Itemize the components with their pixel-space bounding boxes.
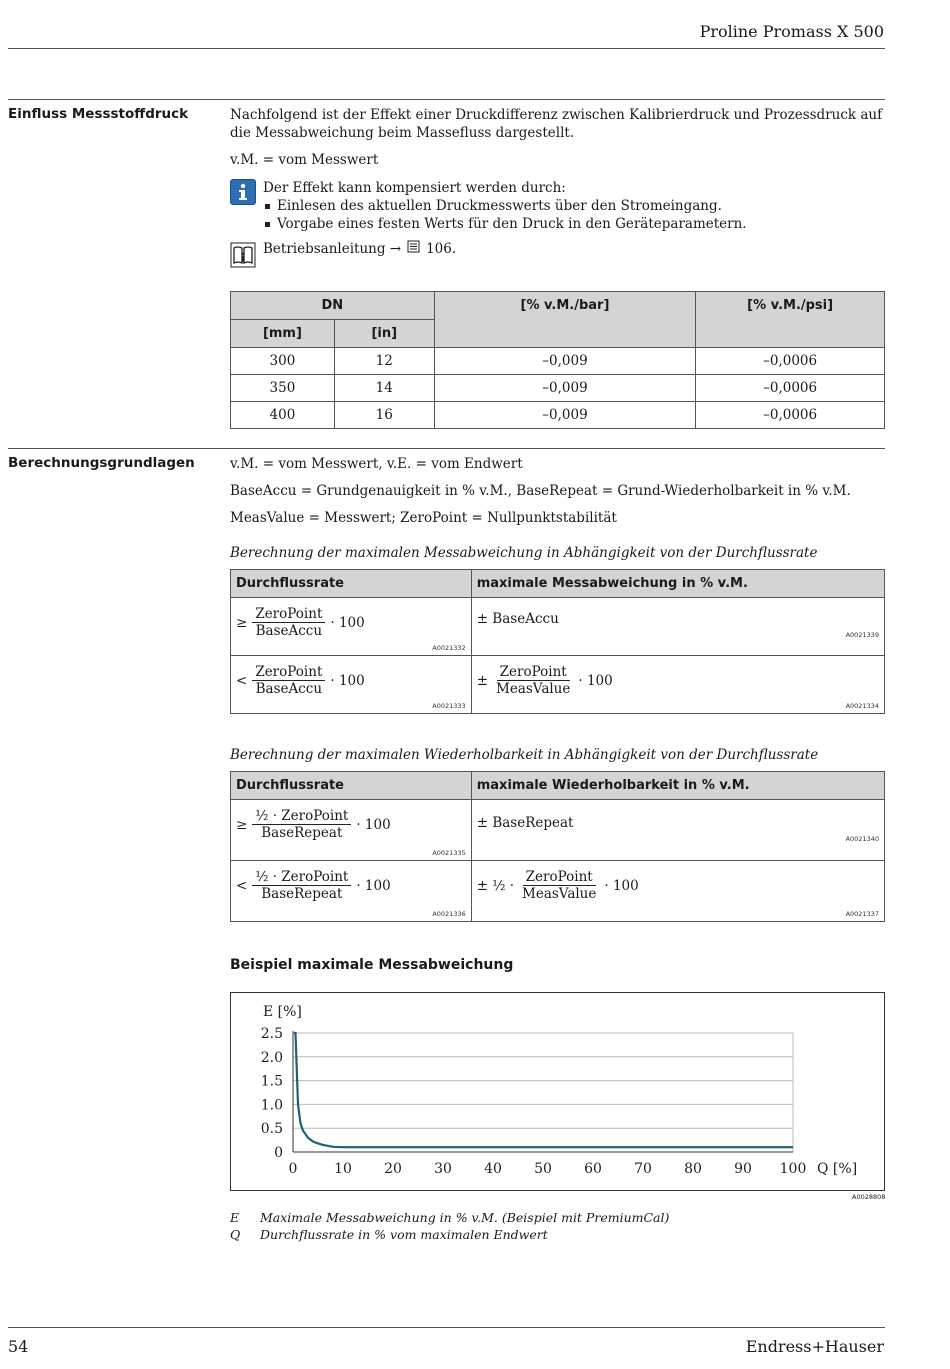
formula-cell bbox=[231, 861, 472, 922]
info-icon bbox=[230, 179, 256, 205]
cell-mm: 350 bbox=[231, 375, 335, 402]
footer-rule bbox=[8, 1327, 885, 1328]
th-flow-rate: Durchflussrate bbox=[231, 570, 472, 598]
legend-key: E bbox=[230, 1210, 240, 1225]
th-dn: DN bbox=[231, 292, 435, 320]
x-axis-label: Q [%] bbox=[817, 1161, 858, 1177]
legend-row-q bbox=[230, 1227, 548, 1242]
formula-cell bbox=[231, 598, 472, 656]
fraction-numerator: ZeroPoint bbox=[252, 606, 325, 623]
x-tick-label: 60 bbox=[584, 1161, 602, 1177]
book-icon bbox=[230, 242, 256, 268]
table-row bbox=[231, 375, 885, 402]
th-psi: [% v.M./psi] bbox=[696, 292, 885, 348]
x-tick-label: 90 bbox=[734, 1161, 752, 1177]
fraction-numerator: ZeroPoint bbox=[497, 664, 570, 681]
table-row bbox=[231, 800, 885, 861]
legend-row-e bbox=[230, 1210, 669, 1225]
cell-mm: 400 bbox=[231, 402, 335, 429]
multiplier: · 100 bbox=[604, 877, 639, 894]
accuracy-formula-table bbox=[230, 569, 885, 714]
multiplier: · 100 bbox=[356, 816, 391, 833]
page-ref-icon bbox=[407, 240, 420, 258]
cell-in: 12 bbox=[334, 348, 434, 375]
formula-cell bbox=[231, 800, 472, 861]
definition-line-3: MeasValue = Messwert; ZeroPoint = Nullpunktstabilität bbox=[230, 510, 617, 526]
y-tick-label: 0 bbox=[274, 1145, 283, 1161]
definition-line-2: BaseAccu = Grundgenauigkeit in % v.M., BaseRepeat = Grund-Wiederholbarkeit in % v.M. bbox=[230, 483, 851, 499]
fraction-denominator: MeasValue bbox=[522, 886, 597, 902]
fraction-denominator: BaseAccu bbox=[255, 623, 323, 639]
legend-text: Maximale Messabweichung in % v.M. (Beispiel mit PremiumCal) bbox=[260, 1210, 670, 1225]
info-block bbox=[263, 179, 747, 233]
x-tick-label: 80 bbox=[684, 1161, 702, 1177]
pressure-effect-table bbox=[230, 291, 885, 429]
legend-text: Durchflussrate in % vom maximalen Endwert bbox=[260, 1227, 548, 1242]
cell-bar: –0,009 bbox=[434, 375, 696, 402]
multiplier: · 100 bbox=[330, 672, 365, 689]
cell-psi: –0,0006 bbox=[696, 402, 885, 429]
table-caption-accuracy: Berechnung der maximalen Messabweichung in Abhängigkeit von der Durchflussrate bbox=[230, 545, 818, 561]
cell-bar: –0,009 bbox=[434, 402, 696, 429]
operator: < bbox=[236, 877, 248, 894]
cell-psi: –0,0006 bbox=[696, 348, 885, 375]
deviation-chart bbox=[230, 992, 885, 1191]
figure-code: A0021339 bbox=[845, 631, 879, 639]
chart-svg bbox=[231, 993, 884, 1190]
definition-line-1: v.M. = vom Messwert, v.E. = vom Endwert bbox=[230, 456, 523, 472]
x-tick-label: 40 bbox=[484, 1161, 502, 1177]
figure-code: A0021334 bbox=[845, 702, 879, 710]
table-row bbox=[231, 348, 885, 375]
y-tick-label: 2.0 bbox=[260, 1049, 283, 1066]
x-tick-label: 20 bbox=[384, 1161, 402, 1177]
result-cell bbox=[471, 800, 884, 861]
figure-code: A0021333 bbox=[432, 702, 466, 710]
th-mm: [mm] bbox=[231, 320, 335, 348]
operator: ≥ bbox=[236, 614, 248, 631]
cell-in: 14 bbox=[334, 375, 434, 402]
cell-mm: 300 bbox=[231, 348, 335, 375]
result-text: ± BaseAccu bbox=[476, 611, 559, 627]
x-tick-label: 0 bbox=[288, 1161, 298, 1177]
table-row bbox=[231, 598, 885, 656]
info-bullet: Vorgabe eines festen Werts für den Druck in den Geräteparametern. bbox=[263, 215, 747, 233]
reference-text[interactable]: Betriebsanleitung → bbox=[263, 241, 402, 257]
result-cell bbox=[471, 598, 884, 656]
info-title: Der Effekt kann kompensiert werden durch: bbox=[263, 180, 566, 196]
abbreviation-text: v.M. = vom Messwert bbox=[230, 152, 379, 168]
brand-name: Endress+Hauser bbox=[745, 1337, 884, 1356]
y-tick-label: 0.5 bbox=[260, 1121, 283, 1138]
fraction-denominator: BaseRepeat bbox=[261, 886, 343, 902]
figure-code: A0028808 bbox=[852, 1193, 886, 1201]
reference-line bbox=[263, 240, 456, 258]
figure-code: A0021335 bbox=[432, 849, 466, 857]
fraction-numerator: ZeroPoint bbox=[252, 664, 325, 681]
page-number: 54 bbox=[8, 1337, 29, 1356]
table-caption-repeatability: Berechnung der maximalen Wiederholbarkeit in Abhängigkeit von der Durchflussrate bbox=[230, 747, 819, 763]
y-tick-label: 1.5 bbox=[260, 1073, 283, 1090]
th-bar: [% v.M./bar] bbox=[434, 292, 696, 348]
header-rule bbox=[8, 48, 885, 49]
result-cell bbox=[471, 656, 884, 714]
operator: ± ½ · bbox=[476, 877, 515, 894]
info-bullet-list bbox=[263, 197, 747, 233]
fraction-denominator: BaseRepeat bbox=[261, 825, 343, 841]
operator: ≥ bbox=[236, 816, 248, 833]
section-label-calculation: Berechnungsgrundlagen bbox=[8, 455, 195, 471]
figure-code: A0021337 bbox=[845, 910, 879, 918]
x-tick-label: 50 bbox=[534, 1161, 552, 1177]
operator: < bbox=[236, 672, 248, 689]
figure-code: A0021336 bbox=[432, 910, 466, 918]
result-text: ± BaseRepeat bbox=[476, 815, 574, 831]
fraction-numerator: ½ · ZeroPoint bbox=[252, 869, 351, 886]
y-tick-label: 1.0 bbox=[260, 1097, 283, 1114]
th-max-deviation: maximale Messabweichung in % v.M. bbox=[471, 570, 884, 598]
result-cell bbox=[471, 861, 884, 922]
section-intro: Nachfolgend ist der Effekt einer Druckdifferenz zwischen Kalibrierdruck und Prozessdruck auf die Messabweichung beim Massefluss dargestellt. bbox=[230, 107, 883, 141]
fraction-denominator: MeasValue bbox=[496, 681, 571, 697]
x-tick-label: 70 bbox=[634, 1161, 652, 1177]
table-row bbox=[231, 402, 885, 429]
cell-bar: –0,009 bbox=[434, 348, 696, 375]
figure-code: A0021332 bbox=[432, 644, 466, 652]
repeatability-formula-table bbox=[230, 771, 885, 922]
info-bullet: Einlesen des aktuellen Druckmesswerts über den Stromeingang. bbox=[263, 197, 747, 215]
fraction-denominator: BaseAccu bbox=[255, 681, 323, 697]
example-title: Beispiel maximale Messabweichung bbox=[230, 957, 514, 973]
th-max-repeatability: maximale Wiederholbarkeit in % v.M. bbox=[471, 772, 884, 800]
multiplier: · 100 bbox=[330, 614, 365, 631]
section-rule bbox=[8, 448, 885, 449]
section-label-pressure: Einfluss Messstoffdruck bbox=[8, 106, 189, 122]
multiplier: · 100 bbox=[356, 877, 391, 894]
cell-psi: –0,0006 bbox=[696, 375, 885, 402]
legend-key: Q bbox=[230, 1227, 241, 1242]
cell-in: 16 bbox=[334, 402, 434, 429]
document-header-title: Proline Promass X 500 bbox=[699, 22, 884, 41]
x-tick-label: 100 bbox=[779, 1161, 807, 1177]
fraction-numerator: ½ · ZeroPoint bbox=[252, 808, 351, 825]
multiplier: · 100 bbox=[578, 672, 613, 689]
series-line bbox=[294, 1033, 793, 1147]
reference-page[interactable]: 106. bbox=[426, 241, 457, 257]
table-row bbox=[231, 656, 885, 714]
fraction-numerator: ZeroPoint bbox=[523, 869, 596, 886]
th-in: [in] bbox=[334, 320, 434, 348]
y-axis-label: E [%] bbox=[263, 1004, 302, 1020]
y-tick-label: 2.5 bbox=[260, 1026, 283, 1042]
section-rule bbox=[8, 99, 885, 100]
th-flow-rate: Durchflussrate bbox=[231, 772, 472, 800]
x-tick-label: 30 bbox=[434, 1161, 452, 1177]
figure-code: A0021340 bbox=[845, 835, 879, 843]
operator: ± bbox=[476, 672, 489, 689]
formula-cell bbox=[231, 656, 472, 714]
x-tick-label: 10 bbox=[334, 1161, 352, 1177]
table-row bbox=[231, 861, 885, 922]
